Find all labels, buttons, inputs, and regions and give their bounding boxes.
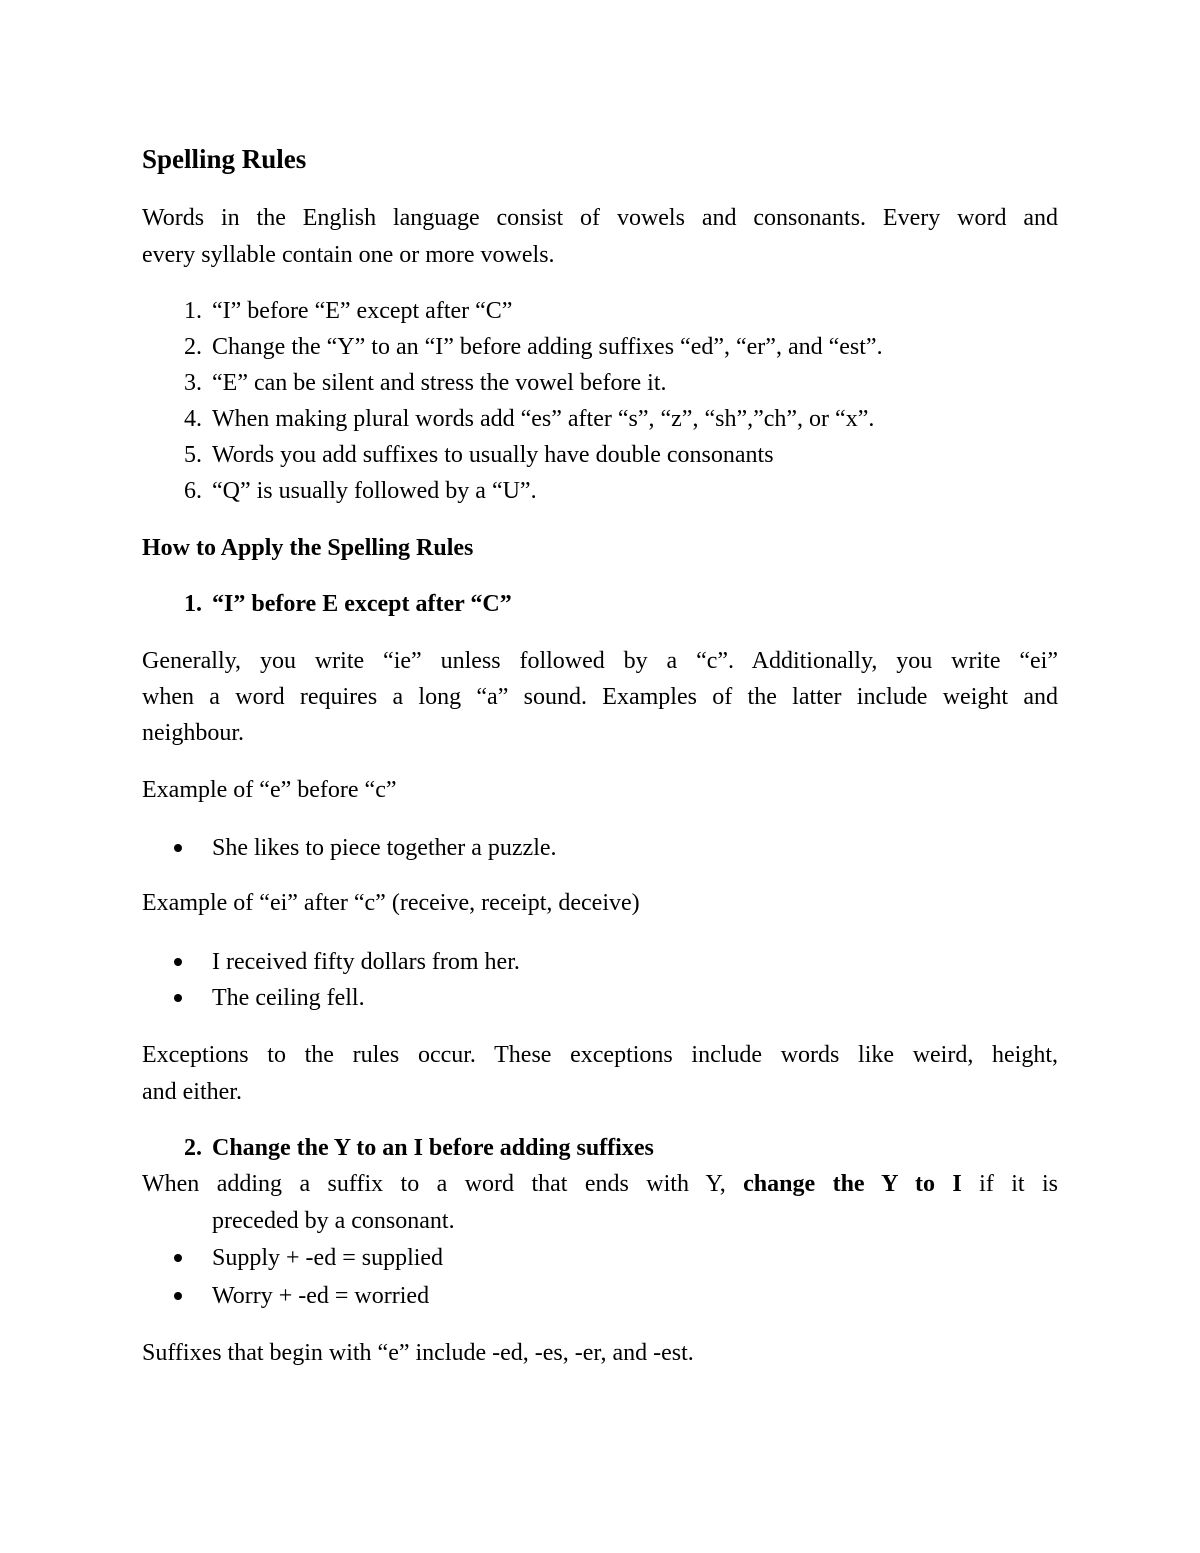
bullet-text: Supply + -ed = supplied bbox=[212, 1245, 444, 1271]
list-item bbox=[142, 404, 1058, 434]
page-title: Spelling Rules bbox=[142, 144, 307, 174]
list-item bbox=[142, 983, 1058, 1013]
section-heading-text: Change the Y to an I before adding suffixes bbox=[212, 1135, 654, 1161]
list-item bbox=[142, 332, 1058, 362]
apply-heading: How to Apply the Spelling Rules bbox=[142, 535, 474, 561]
bullet-text: Worry + -ed = worried bbox=[212, 1283, 430, 1309]
bullet-text: I received fifty dollars from her. bbox=[212, 949, 520, 975]
bullet-icon bbox=[174, 1292, 182, 1300]
bullet-text: The ceiling fell. bbox=[212, 985, 365, 1011]
list-number: 5. bbox=[184, 442, 202, 468]
exceptions-line-2: and either. bbox=[142, 1079, 242, 1105]
suffix-note: Suffixes that begin with “e” include -ed, -es, -er, and -est. bbox=[142, 1340, 694, 1366]
section-1-heading bbox=[142, 589, 1058, 619]
list-item-text: Words you add suffixes to usually have double consonants bbox=[212, 442, 774, 468]
section-heading-text: “I” before E except after “C” bbox=[212, 591, 512, 617]
section-2-para-line-1 bbox=[142, 1169, 1058, 1199]
list-item bbox=[142, 1281, 1058, 1311]
list-number: 4. bbox=[184, 406, 202, 432]
bullet-text: She likes to piece together a puzzle. bbox=[212, 835, 557, 861]
bullet-icon bbox=[174, 844, 182, 852]
section-1-para-line-3: neighbour. bbox=[142, 720, 244, 746]
list-item-text: “I” before “E” except after “C” bbox=[212, 298, 513, 324]
list-item bbox=[142, 296, 1058, 326]
section-number: 2. bbox=[184, 1135, 202, 1161]
bullet-icon bbox=[174, 958, 182, 966]
list-item bbox=[142, 947, 1058, 977]
section-1-para-line-1: Generally, you write “ie” unless followed by a “c”. Additionally, you write “ei” bbox=[142, 648, 1058, 674]
list-item-text: “Q” is usually followed by a “U”. bbox=[212, 478, 537, 504]
section-2-para-line-2: preceded by a consonant. bbox=[212, 1208, 455, 1234]
list-number: 2. bbox=[184, 334, 202, 360]
list-item-text: When making plural words add “es” after “s”, “z”, “sh”,”ch”, or “x”. bbox=[212, 406, 875, 432]
list-item bbox=[142, 476, 1058, 506]
list-number: 3. bbox=[184, 370, 202, 396]
list-item-text: “E” can be silent and stress the vowel before it. bbox=[212, 370, 667, 396]
list-item-text: Change the “Y” to an “I” before adding suffixes “ed”, “er”, and “est”. bbox=[212, 334, 883, 360]
section-2-para-part-1: When adding a suffix to a word that ends with Y, bbox=[142, 1171, 726, 1197]
intro-line-1: Words in the English language consist of vowels and consonants. Every word and bbox=[142, 205, 1058, 231]
exceptions-line-1: Exceptions to the rules occur. These exceptions include words like weird, height, bbox=[142, 1042, 1058, 1068]
example-1-label: Example of “e” before “c” bbox=[142, 777, 397, 803]
list-number: 6. bbox=[184, 478, 202, 504]
section-2-heading bbox=[142, 1133, 1058, 1163]
section-1-para-line-2: when a word requires a long “a” sound. Examples of the latter include weight and bbox=[142, 684, 1058, 710]
list-number: 1. bbox=[184, 298, 202, 324]
list-item bbox=[142, 1243, 1058, 1273]
bullet-icon bbox=[174, 994, 182, 1002]
example-2-label: Example of “ei” after “c” (receive, receipt, deceive) bbox=[142, 890, 640, 916]
section-2-para-bold: change the Y to I bbox=[743, 1171, 962, 1197]
list-item bbox=[142, 440, 1058, 470]
section-2-para-part-2: if it is bbox=[979, 1171, 1059, 1197]
section-number: 1. bbox=[184, 591, 202, 617]
list-item bbox=[142, 833, 1058, 863]
list-item bbox=[142, 368, 1058, 398]
intro-line-2: every syllable contain one or more vowels. bbox=[142, 242, 555, 268]
bullet-icon bbox=[174, 1254, 182, 1262]
